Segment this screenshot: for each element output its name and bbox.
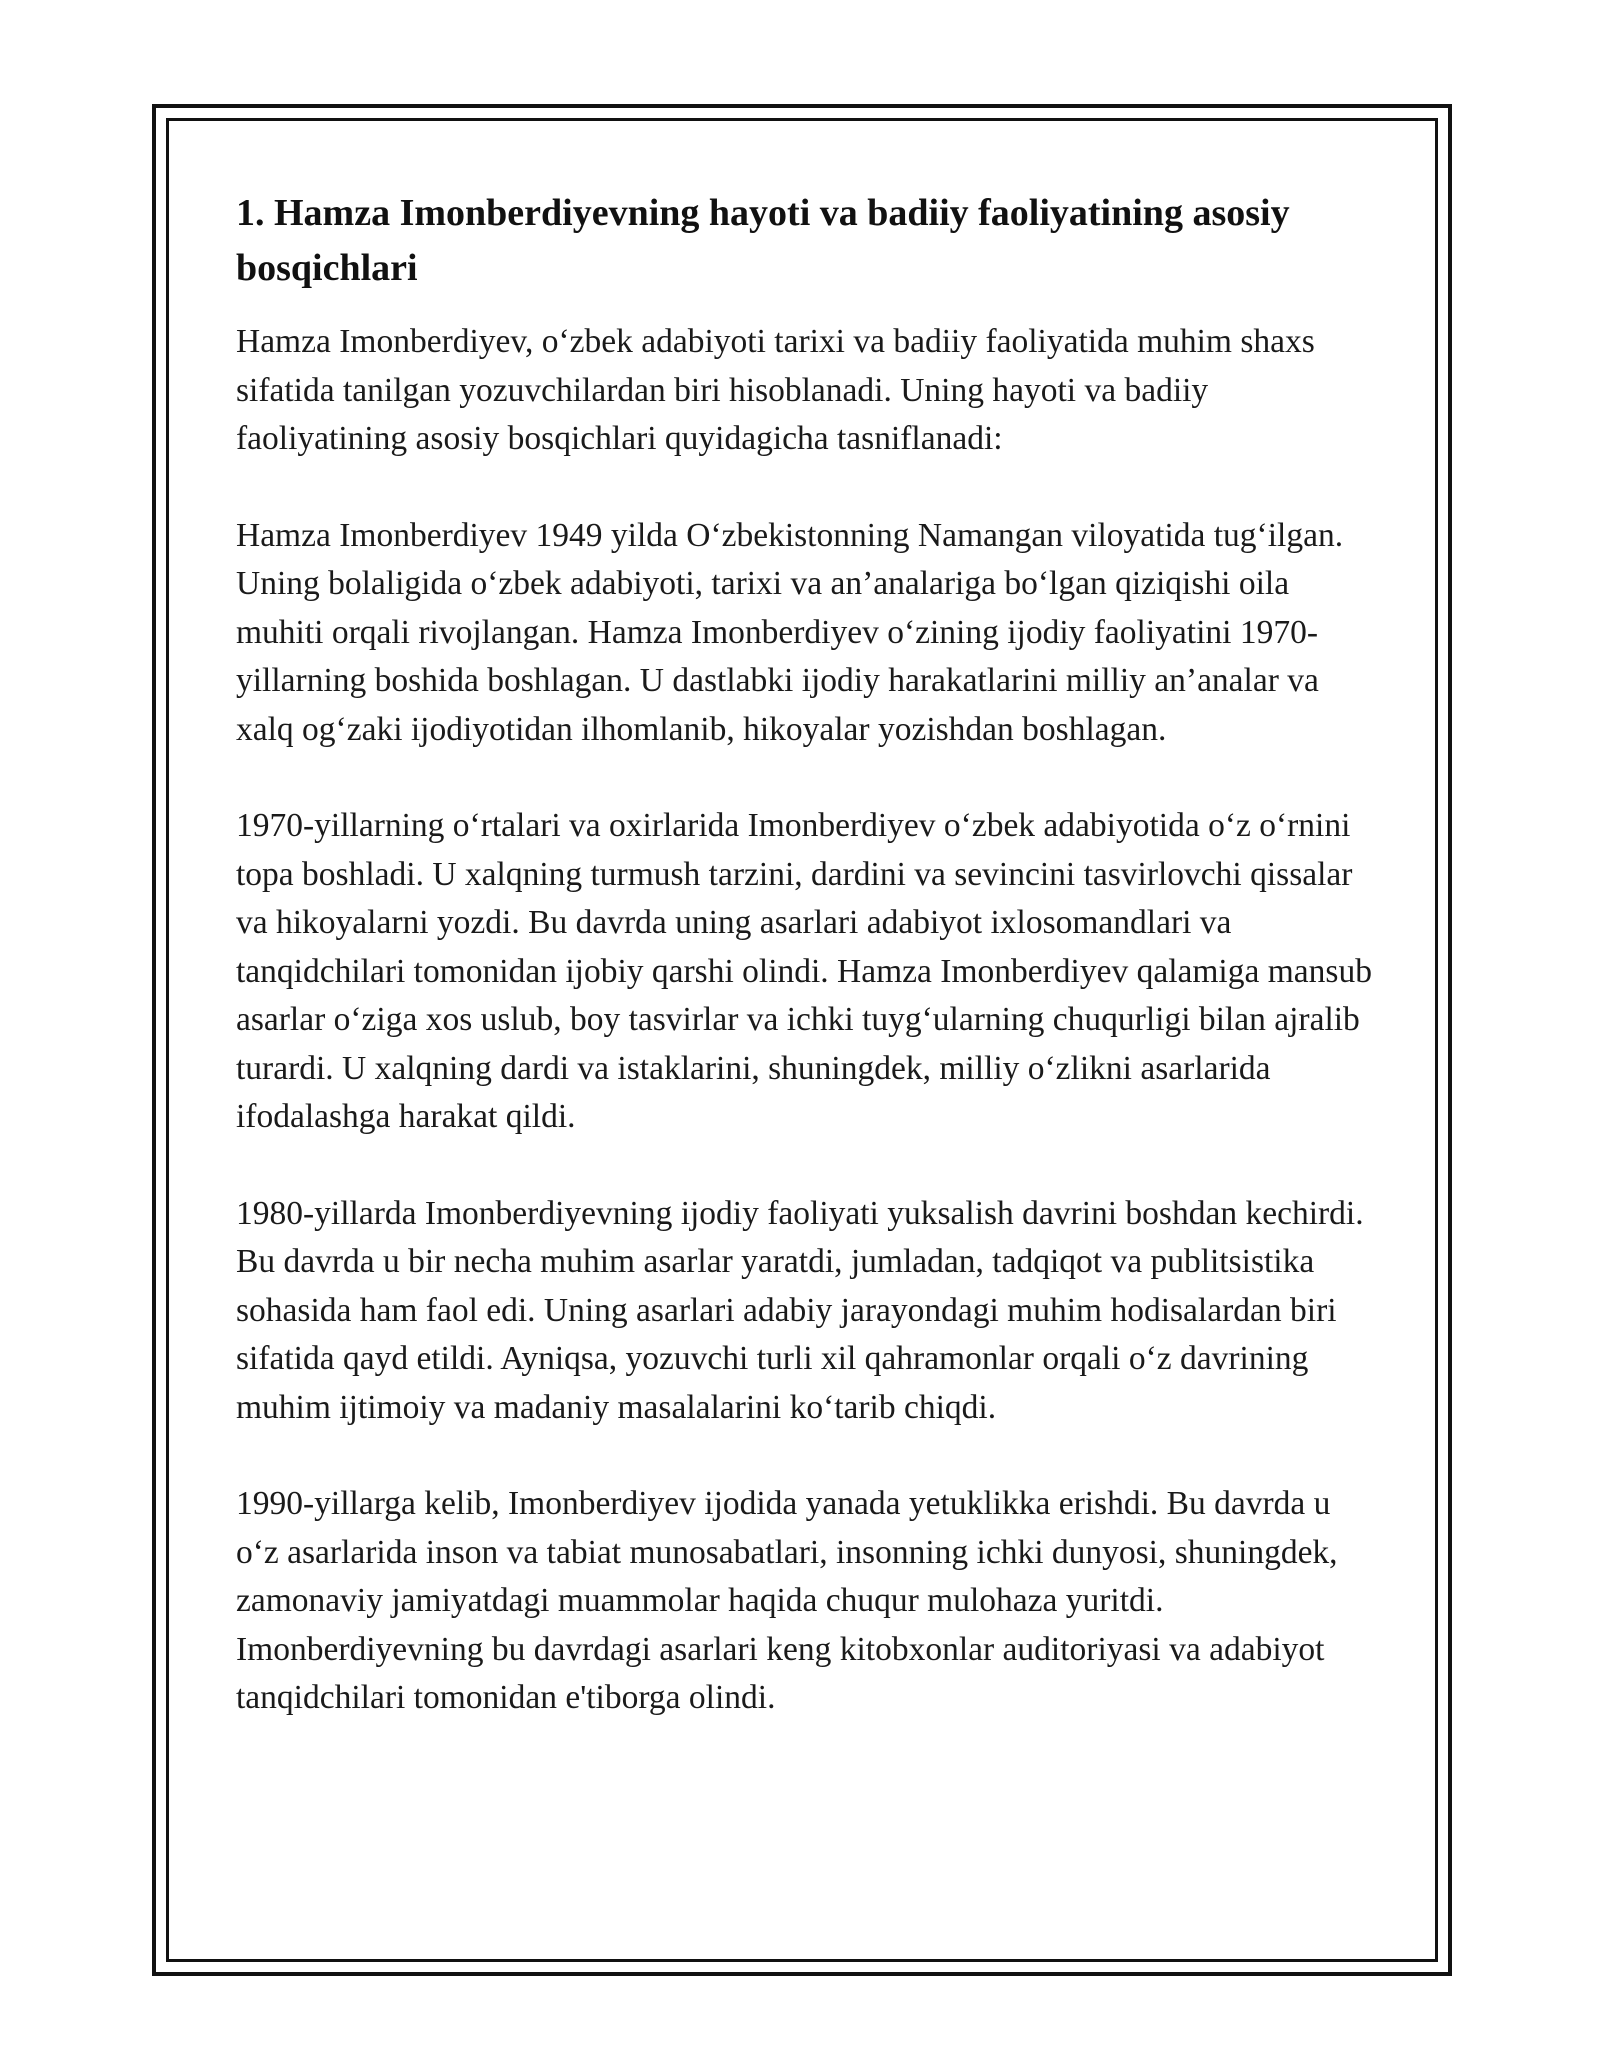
document-body [236,186,1376,1771]
section-heading: 1. Hamza Imonberdiyevning hayoti va badiiy faoliyatining asosiy bosqichlari [236,192,1290,289]
paragraph-early-life: Hamza Imonberdiyev 1949 yilda O‘zbekistonning Namangan viloyatida tug‘ilgan. Uning bolaligida o‘zbek adabiyoti, tarixi va an’analariga bo‘lgan qiziqishi oila muhiti orqali rivojlangan. Hamza Imonberdiyev o‘zining ijodiy faoliyatini 1970-yillarning boshida boshlagan. U dastlabki ijodiy harakatlarini milliy an’analar va xalq og‘zaki ijodiyotidan ilhomlanib, hikoyalar yozishdan boshlagan. [236,516,1344,748]
paragraph-1990s: 1990-yillarga kelib, Imonberdiyev ijodida yanada yetuklikka erishdi. Bu davrda u o‘z asarlarida inson va tabiat munosabatlari, insonning ichki dunyosi, shuningdek, zamonaviy jamiyatdagi muammolar haqida chuqur mulohaza yuritdi. Imonberdiyevning bu davrdagi asarlari keng kitobxonlar auditoriyasi va adabiyot tanqidchilari tomonidan e'tiborga olindi. [236,1485,1338,1716]
paragraph-intro: Hamza Imonberdiyev, o‘zbek adabiyoti tarixi va badiiy faoliyatida muhim shaxs sifatida tanilgan yozuvchilardan biri hisoblanadi. Uning hayoti va badiiy faoliyatining asosiy bosqichlari quyidagicha tasniflanadi: [236,323,1315,457]
paragraph-1980s: 1980-yillarda Imonberdiyevning ijodiy faoliyati yuksalish davrini boshdan kechirdi. Bu davrda u bir necha muhim asarlar yaratdi, jumladan, tadqiqot va publitsistika sohasida ham faol edi. Uning asarlari adabiy jarayondagi muhim hodisalardan biri sifatida qayd etildi. Ayniqsa, yozuvchi turli xil qahramonlar orqali o‘z davrining muhim ijtimoiy va madaniy masalalarini ko‘tarib chiqdi. [236,1194,1364,1426]
paragraph-1970s: 1970-yillarning o‘rtalari va oxirlarida Imonberdiyev o‘zbek adabiyotida o‘z o‘rnini topa boshladi. U xalqning turmush tarzini, dardini va sevincini tasvirlovchi qissalar va hikoyalarni yozdi. Bu davrda uning asarlari adabiyot ixlosomandlari va tanqidchilari tomonidan ijobiy qarshi olindi. Hamza Imonberdiyev qalamiga mansub asarlar o‘ziga xos uslub, boy tasvirlar va ichki tuyg‘ularning chuqurligi bilan ajralib turardi. U xalqning dardi va istaklarini, shuningdek, milliy o‘zlikni asarlarida ifodalashga harakat qildi. [236,807,1372,1135]
